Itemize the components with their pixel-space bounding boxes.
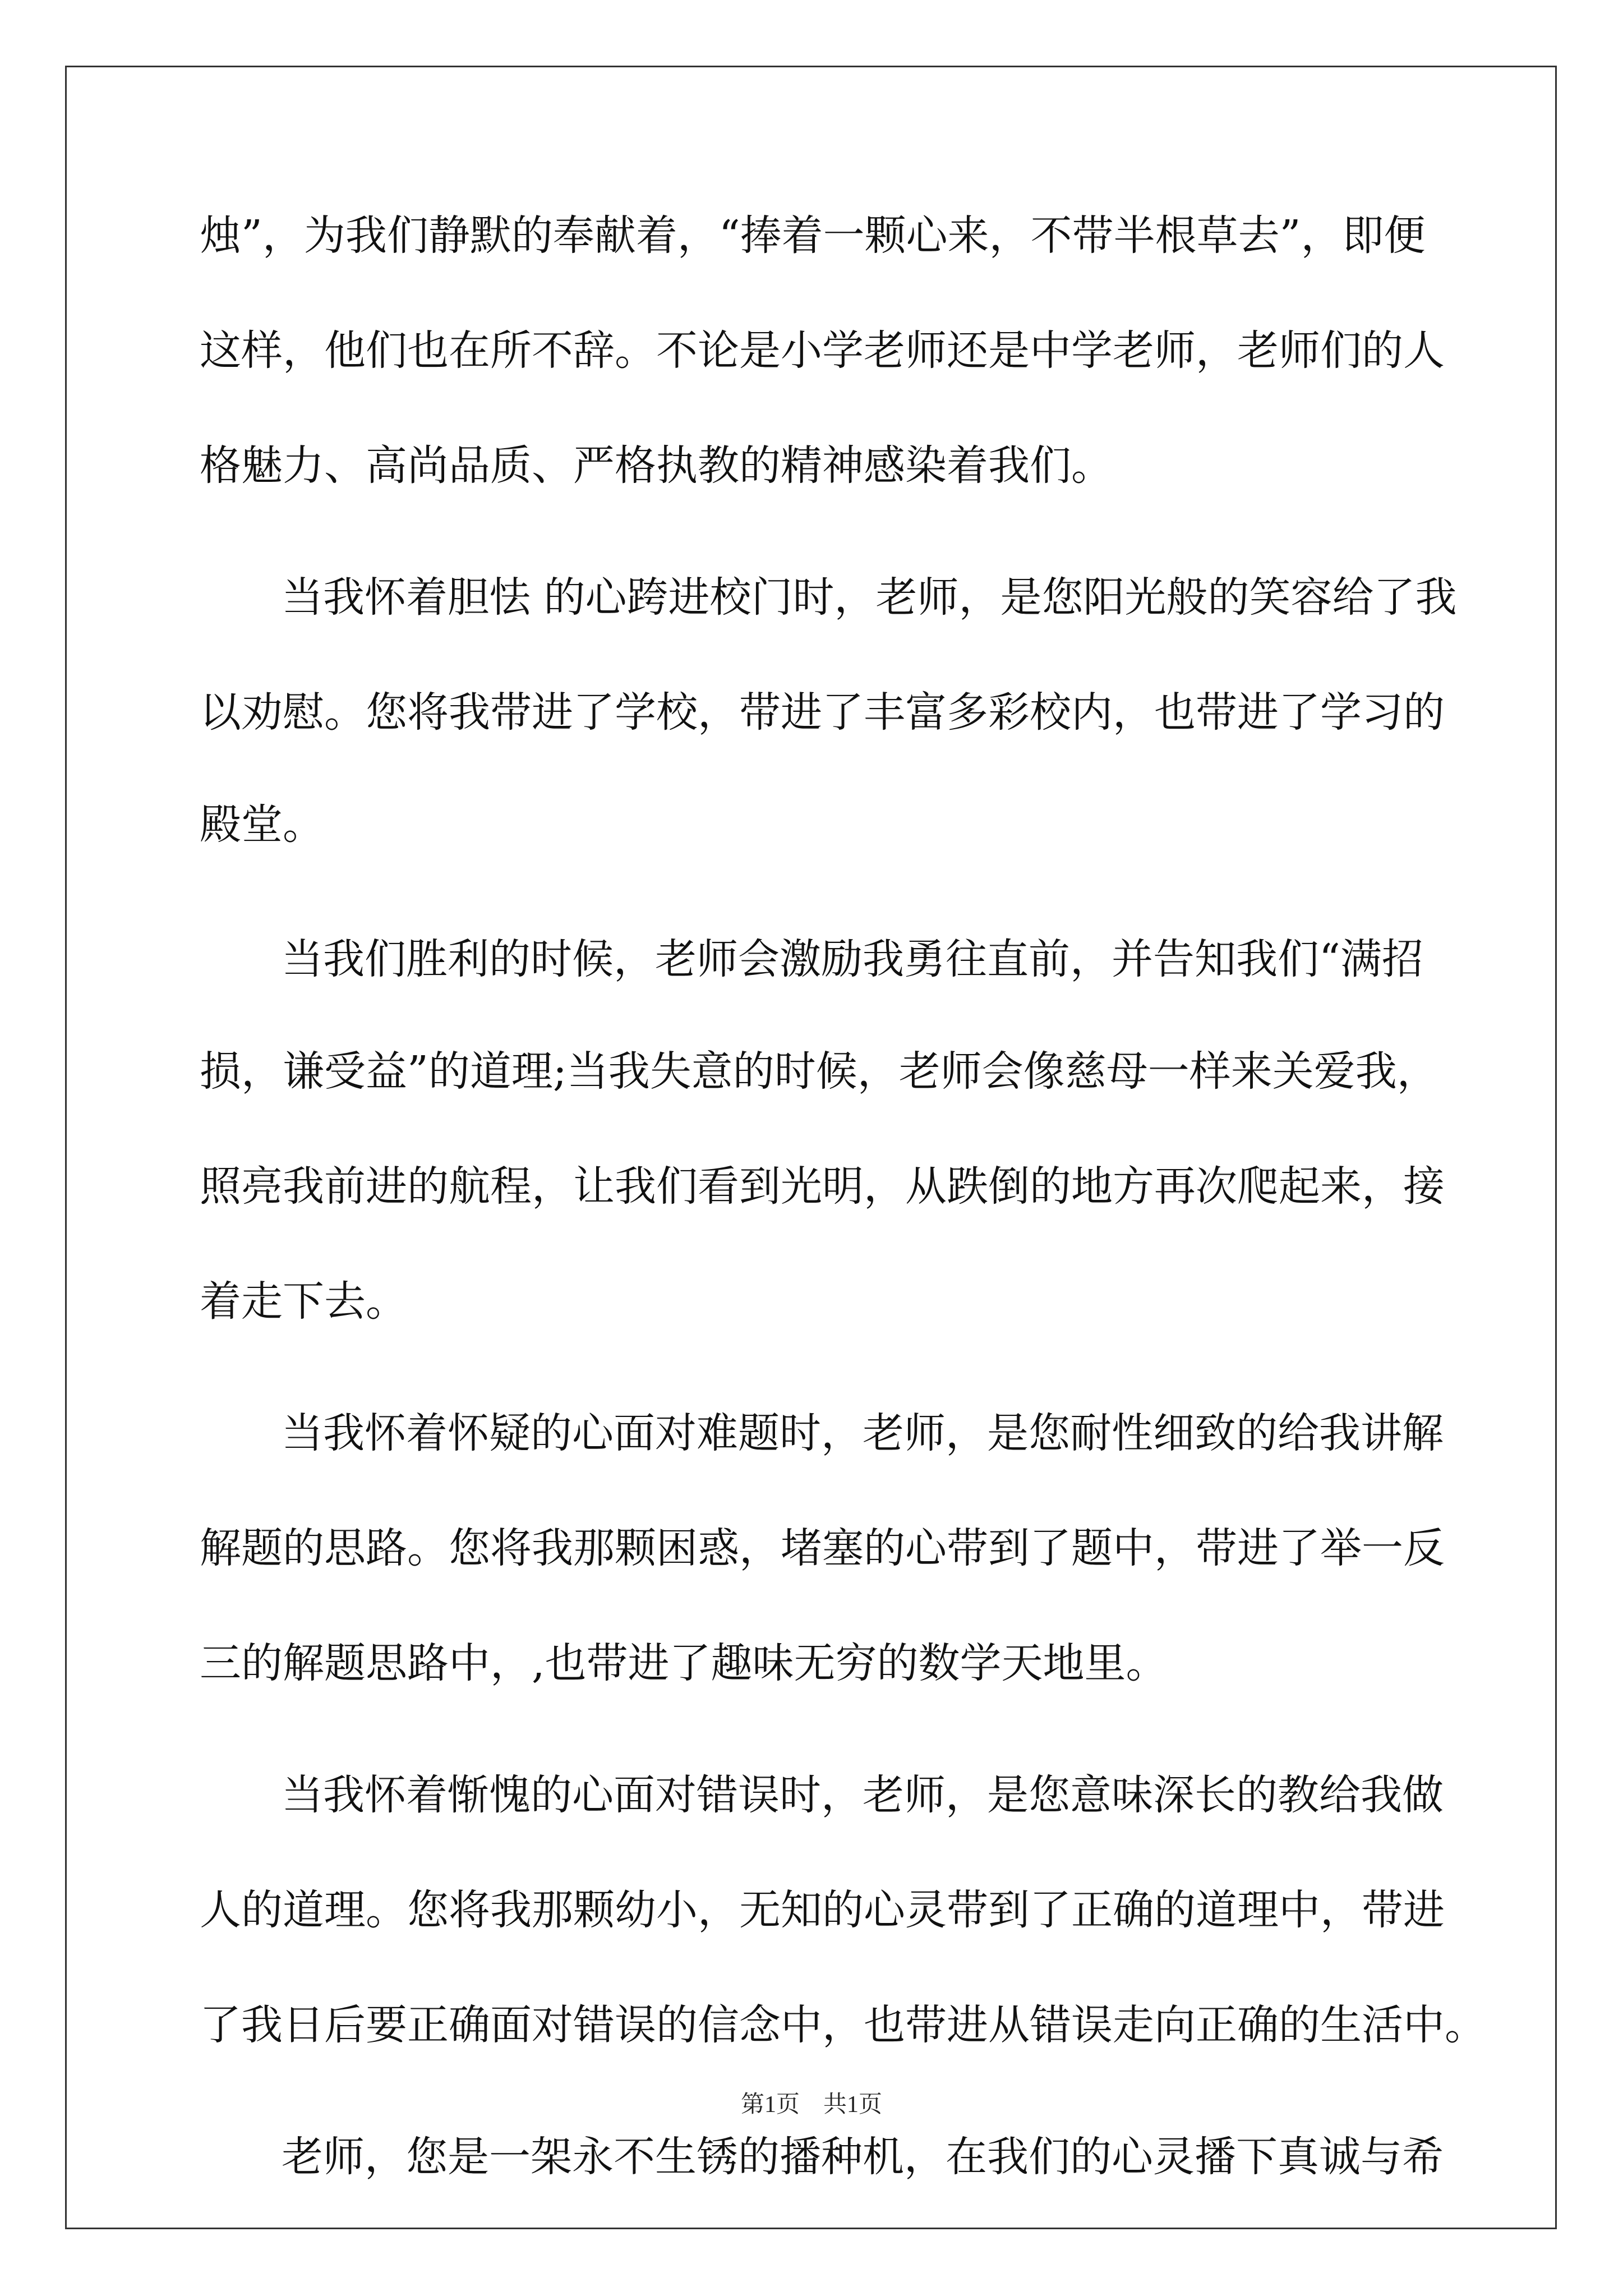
text-line: 格魅力、高尚品质、严格执教的精神感染着我们。 (200, 441, 1113, 490)
paragraph-first-line: 当我怀着胆怯 的心跨进校门时，老师，是您阳光般的笑容给了我 (282, 573, 1457, 622)
text-line: 了我日后要正确面对错误的信念中，也带进从错误走向正确的生活中。 (200, 2001, 1486, 2049)
text-line: 损，谦受益”的道理;当我失意的时候，老师会像慈母一样来关爱我， (200, 1047, 1438, 1096)
paragraph-first-line: 当我怀着怀疑的心面对难题时，老师，是您耐性细致的给我讲解 (282, 1409, 1444, 1457)
paragraph-first-line: 老师，您是一架永不生锈的播种机，在我们的心灵播下真诚与希 (282, 2133, 1444, 2181)
text-line: 以劝慰。您将我带进了学校，带进了丰富多彩校内，也带进了学习的 (200, 688, 1445, 737)
text-line: 殿堂。 (200, 800, 324, 849)
text-line: 三的解题思路中，,也带进了趣味无穷的数学天地里。 (200, 1639, 1168, 1687)
text-line: 解题的思路。您将我那颗困惑，堵塞的心带到了题中，带进了举一反 (200, 1524, 1445, 1572)
paragraph-first-line: 当我怀着惭愧的心面对错误时，老师，是您意味深长的教给我做 (282, 1771, 1444, 1819)
text-line: 照亮我前进的航程，让我们看到光明，从跌倒的地方再次爬起来，接 (200, 1162, 1445, 1211)
paragraph-first-line: 当我们胜利的时候，老师会激励我勇往直前，并告知我们“满招 (282, 935, 1423, 983)
page-number-footer: 第1页 共1页 (740, 2092, 882, 2118)
text-line: 这样，他们也在所不辞。不论是小学老师还是中学老师，老师们的人 (200, 326, 1445, 375)
text-line: 着走下去。 (200, 1277, 407, 1326)
text-line: 烛”，为我们静默的奉献着，“捧着一颗心来，不带半根草去”，即便 (200, 211, 1426, 260)
text-line: 人的道理。您将我那颗幼小，无知的心灵带到了正确的道理中，带进 (200, 1886, 1445, 1934)
